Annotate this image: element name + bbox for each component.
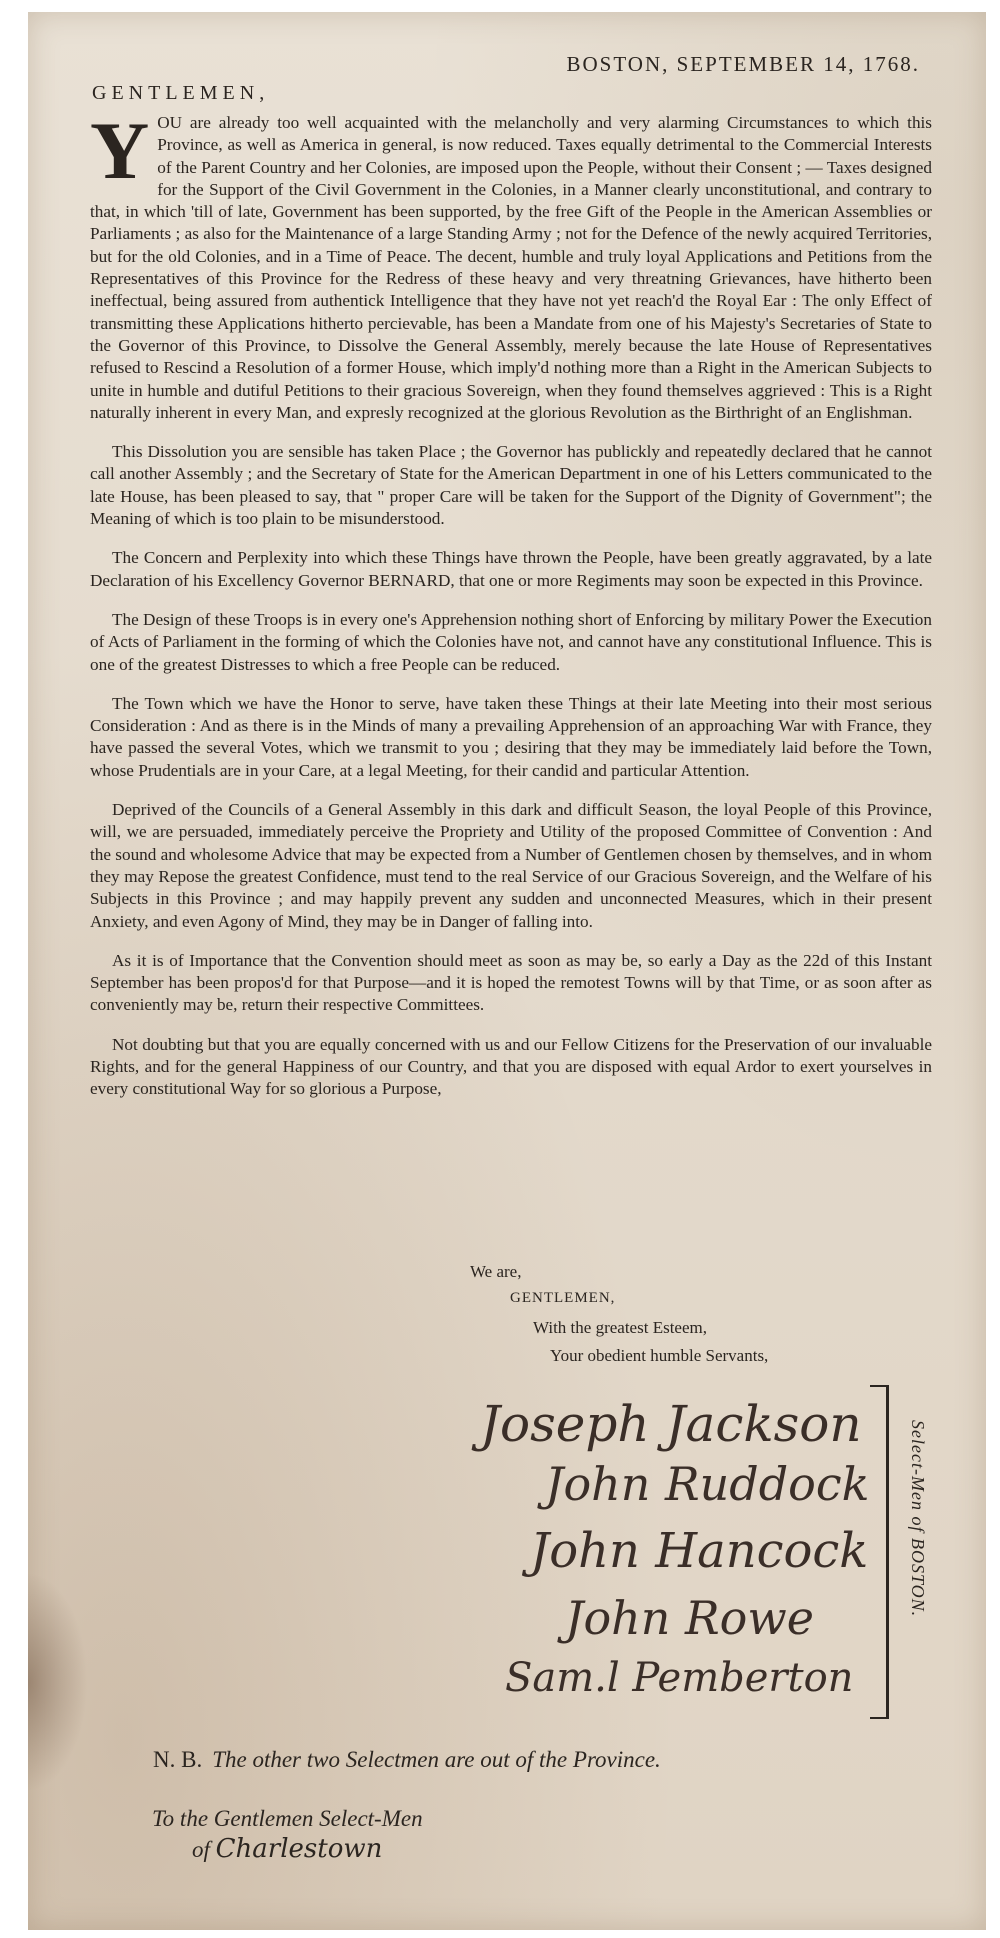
salutation: GENTLEMEN, [92,82,270,104]
dateline: BOSTON, SEPTEMBER 14, 1768. [566,52,920,76]
drop-cap: Y [90,105,150,196]
paper-stain [28,1572,88,1792]
paragraph [90,105,932,424]
signatures [470,1395,890,1725]
signature: John Ruddock [545,1457,870,1511]
note-prefix: N. B. [153,1747,203,1772]
signature: Joseph Jackson [480,1395,862,1453]
postscript-note [153,1747,661,1773]
address-line: To the Gentlemen Select-Men [152,1806,423,1831]
address-prefix: of [192,1837,210,1862]
closing-esteem: With the greatest Esteem, [533,1318,707,1337]
address-block [152,1803,423,1865]
address-town: Charlestown [215,1834,383,1864]
paragraph: The Concern and Perplexity into which these Things have thrown the People, have been greatly aggravated, by a late Declaration of his Excellency Governor BERNARD, that one or more Regiments may soon be expected in this Province. [90,548,932,590]
closing-we-are: We are, [470,1262,522,1281]
signature: Sam.l Pemberton [505,1655,854,1701]
signature: John Hancock [530,1523,869,1579]
paragraph: Deprived of the Councils of a General Assembly in this dark and difficult Season, the loyal People of this Province, will, we are persuaded, immediately perceive the Propriety and Utility of the proposed Committee of Convention : And the sound and wholesome Advice that may be expected from a Number of Gentlemen chosen by themselves, and in whom they may Repose the greatest Confidence, must tend to the real Service of our Gracious Sovereign, and the Welfare of his Subjects in this Province ; and may happily prevent any sudden and unconnected Measures, which in their present Anxiety, and even Agony of Mind, they may be in Danger of falling into. [90,800,932,931]
signature: John Rowe [565,1591,814,1645]
closing-gentlemen: GENTLEMEN, [510,1290,616,1306]
paragraph: As it is of Importance that the Convention should meet as soon as may be, so early a Day as the 22d of this Instant September has been propos'd for that Purpose—and it is hoped the remotest Towns will by that Time, or as soon after as conveniently may be, return their respective Committees. [90,950,932,1015]
paragraph-text: OU are already too well acquainted with the melancholly and very alarming Circumstances to which this Province, as well as America in general, is now reduced. Taxes equally detrimental to the Commercial Interests of the Parent Country and her Colonies, are imposed upon the People, without their Consent ; — Taxes designed for the Support of the Civil Government in the Colonies, in a Manner clearly unconstitutional, and contrary to that, in which 'till of late, Government has been supported, by the free Gift of the People in the American Assemblies or Parliaments ; as also for the Maintenance of a large Standing Army ; not for the Defence of the newly acquired Territories, but for the old Colonies, and in a Time of Peace. The decent, humble and truly loyal Applications and Petitions from the Representatives of this Province for the Redress of these heavy and very threatning Grievances, have hitherto been ineffectual, being assured from authentick Intelligence that they have not yet reach'd the Royal Ear : The only Effect of transmitting these Applications hitherto percievable, has been a Mandate from one of his Majesty's Secretaries of State to the Governor of this Province, to Dissolve the General Assembly, merely because the late House of Representatives refused to Rescind a Resolution of a former House, which imply'd nothing more than a Right in the American Subjects to unite in humble and dutiful Petitions to their gracious Sovereign, when they found themselves aggrieved : This is a Right naturally inherent in every Man, and expresly recognized at the glorious Revolution as the Birthright of an Englishman. [90,113,932,422]
paragraph: The Design of these Troops is in every one's Apprehension nothing short of Enforcing by military Power the Execution of Acts of Parliament in the forming of which the Colonies have not, and cannot have any constitutional Influence. This is one of the greatest Distresses to which a free People can be reduced. [90,609,932,674]
paragraph: The Town which we have the Honor to serve, have taken these Things at their late Meeting into their most serious Consideration : And as there is in the Minds of many a prevailing Apprehension of an approaching War with France, they have passed the several Votes, which we transmit to you ; desiring that they may be immediately laid before the Town, whose Prudentials are in your Care, at a legal Meeting, for their candid and particular Attention. [90,693,932,780]
closing-servants: Your obedient humble Servants, [550,1346,769,1365]
side-label: Select-Men of BOSTON. [908,1420,928,1618]
note-text: The other two Selectmen are out of the Province. [212,1747,661,1772]
bracket [870,1385,889,1719]
paragraph: This Dissolution you are sensible has taken Place ; the Governor has publickly and repeatedly declared that he cannot call another Assembly ; and the Secretary of State for the American Department in one of his Letters communicated to the late House, has been pleased to say, that " proper Care will be taken for the Support of the Dignity of Government"; the Meaning of which is too plain to be misunderstood. [90,442,932,529]
paragraph: Not doubting but that you are equally concerned with us and our Fellow Citizens for the Preservation of our invaluable Rights, and for the general Happiness of our Country, and that you are disposed with equal Ardor to exert yourselves in every constitutional Way for so glorious a Purpose, [90,1034,932,1099]
letter-body [90,105,932,1118]
